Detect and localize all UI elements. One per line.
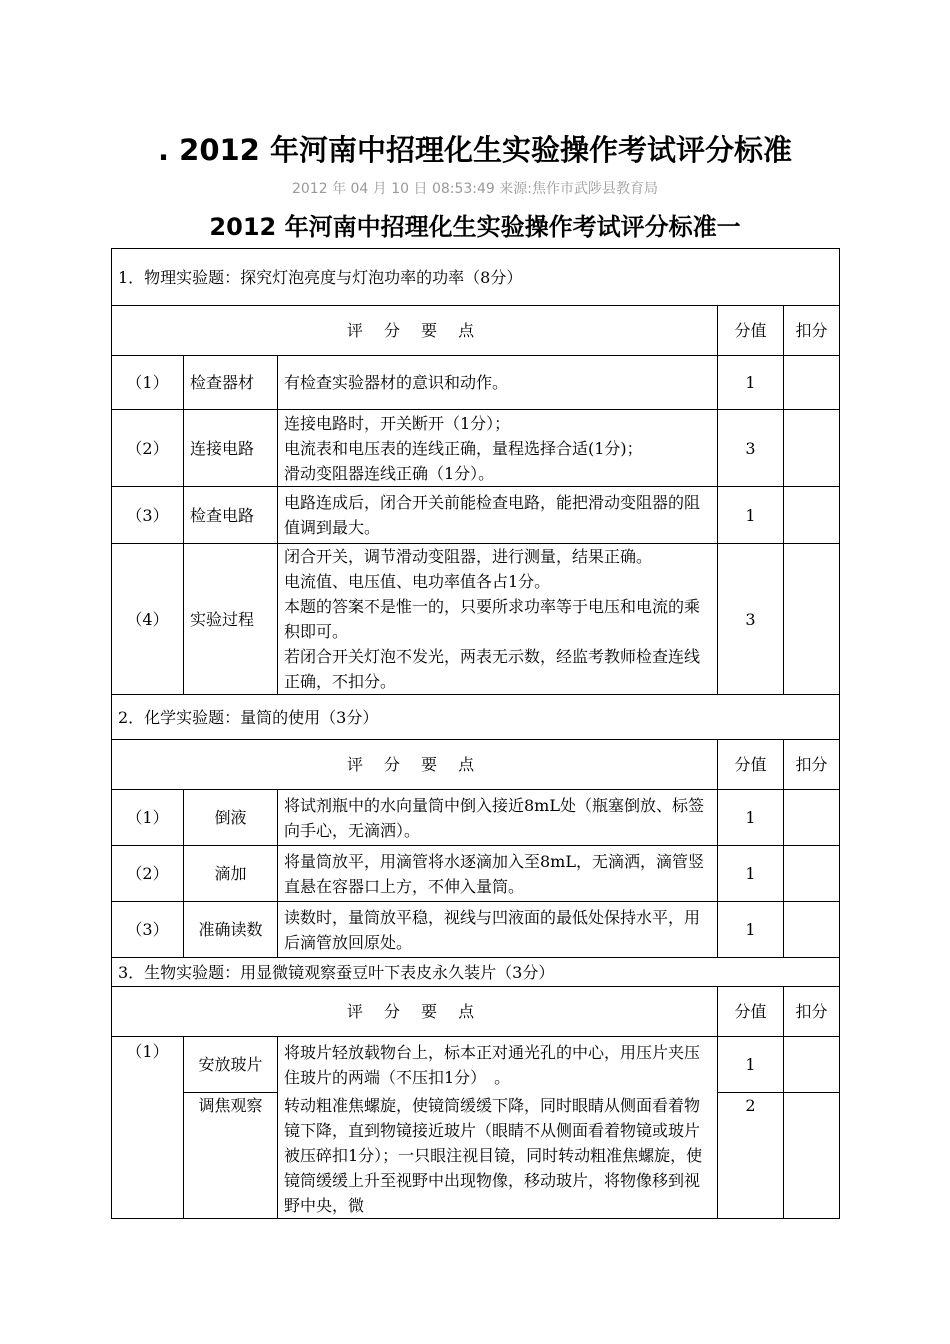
desc-line: 电流值、电压值、电功率值各占1分。 (284, 572, 551, 591)
row-description (278, 410, 718, 487)
section-title: 3．生物实验题：用显微镜观察蚕豆叶下表皮永久装片（3分） (112, 958, 840, 987)
row-score: 1 (718, 487, 784, 544)
row-description: 电路连成后，闭合开关前能检查电路，能把滑动变阻器的阻值调到最大。 (278, 487, 718, 544)
row-score: 3 (718, 544, 784, 695)
row-description: 将试剂瓶中的水向量筒中倒入接近8mL处（瓶塞倒放、标签向手心，无滴洒）。 (278, 790, 718, 846)
table-row (112, 846, 840, 902)
desc-line: 本题的答案不是惟一的，只要所求功率等于电压和电流的乘积即可。 (284, 597, 701, 641)
row-score: 1 (718, 356, 784, 410)
document-subtitle: 2012 年河南中招理化生实验操作考试评分标准一 (209, 213, 741, 241)
section-title: 2．化学实验题：量筒的使用（3分） (112, 695, 840, 740)
header-deduct: 扣分 (784, 987, 840, 1037)
page-title: . 2012 年河南中招理化生实验操作考试评分标准 (158, 133, 792, 167)
header-score: 分值 (718, 740, 784, 790)
header-deduct: 扣分 (784, 740, 840, 790)
row-description: 转动粗准焦螺旋，使镜筒缓缓下降，同时眼睛从侧面看着物镜下降，直到物镜接近玻片（眼睛不从侧面看着物镜或玻片被压碎扣1分）；一只眼注视目镜，同时转动粗准焦螺旋，使镜筒缓缓上升至视野中出现物像，移动玻片，将物像移到视野中央，微 (278, 1093, 718, 1219)
row-number: （1） (112, 1037, 184, 1219)
row-deduct (784, 356, 840, 410)
row-item: 安放玻片 (184, 1037, 278, 1093)
scoring-table (111, 248, 840, 1219)
header-row (112, 987, 840, 1037)
row-score: 1 (718, 846, 784, 902)
row-item: 检查电路 (184, 487, 278, 544)
publish-info: 2012 年 04 月 10 日 08:53:49 来源:焦作市武陟县教育局 (291, 181, 658, 197)
row-number: （4） (112, 544, 184, 695)
header-points: 评 分 要 点 (112, 306, 718, 356)
row-deduct (784, 1037, 840, 1093)
row-description (278, 544, 718, 695)
row-deduct (784, 902, 840, 958)
section-title: 1．物理实验题：探究灯泡亮度与灯泡功率的功率（8分） (112, 249, 840, 306)
table-row (112, 1037, 840, 1093)
row-deduct (784, 1093, 840, 1219)
row-score: 3 (718, 410, 784, 487)
row-description: 有检查实验器材的意识和动作。 (278, 356, 718, 410)
row-number: （3） (112, 487, 184, 544)
row-number: （2） (112, 846, 184, 902)
header-points: 评 分 要 点 (112, 740, 718, 790)
table-row (112, 410, 840, 487)
row-number: （3） (112, 902, 184, 958)
row-deduct (784, 410, 840, 487)
table-row (112, 1093, 840, 1219)
row-deduct (784, 544, 840, 695)
row-item: 滴加 (184, 846, 278, 902)
row-deduct (784, 487, 840, 544)
desc-line: 滑动变阻器连线正确（1分）。 (284, 463, 495, 483)
row-score: 1 (718, 1037, 784, 1093)
table-row (112, 356, 840, 410)
row-number: （1） (112, 790, 184, 846)
row-description: 将玻片轻放载物台上，标本正对通光孔的中心，用压片夹压住玻片的两端（不压扣1分） 。 (278, 1037, 718, 1093)
table-row (112, 487, 840, 544)
section-row (112, 695, 840, 740)
row-number: （2） (112, 410, 184, 487)
header-row (112, 740, 840, 790)
row-item: 实验过程 (184, 544, 278, 695)
row-item: 调焦观察 (184, 1093, 278, 1219)
row-deduct (784, 790, 840, 846)
section-row (112, 249, 840, 306)
table-row (112, 544, 840, 695)
header-deduct: 扣分 (784, 306, 840, 356)
desc-line: 闭合开关，调节滑动变阻器，进行测量，结果正确。 (284, 547, 653, 566)
desc-line: 若闭合开关灯泡不发光，两表无示数，经监考教师检查连线正确，不扣分。 (284, 647, 701, 691)
row-item: 检查器材 (184, 356, 278, 410)
row-score: 2 (718, 1093, 784, 1219)
row-description: 将量筒放平，用滴管将水逐滴加入至8mL，无滴洒，滴管竖直悬在容器口上方，不伸入量筒。 (278, 846, 718, 902)
desc-line: 连接电路时，开关断开（1分）； (284, 413, 511, 433)
row-score: 1 (718, 790, 784, 846)
row-item: 连接电路 (184, 410, 278, 487)
row-number: （1） (112, 356, 184, 410)
row-deduct (784, 846, 840, 902)
row-item: 倒液 (184, 790, 278, 846)
header-score: 分值 (718, 306, 784, 356)
header-row (112, 306, 840, 356)
header-score: 分值 (718, 987, 784, 1037)
table-row (112, 902, 840, 958)
table-row (112, 790, 840, 846)
row-score: 1 (718, 902, 784, 958)
row-item: 准确读数 (184, 902, 278, 958)
desc-line: 电流表和电压表的连线正确，量程选择合适(1分)； (284, 438, 643, 458)
section-row (112, 958, 840, 987)
header-points: 评 分 要 点 (112, 987, 718, 1037)
row-description: 读数时，量筒放平稳，视线与凹液面的最低处保持水平，用后滴管放回原处。 (278, 902, 718, 958)
